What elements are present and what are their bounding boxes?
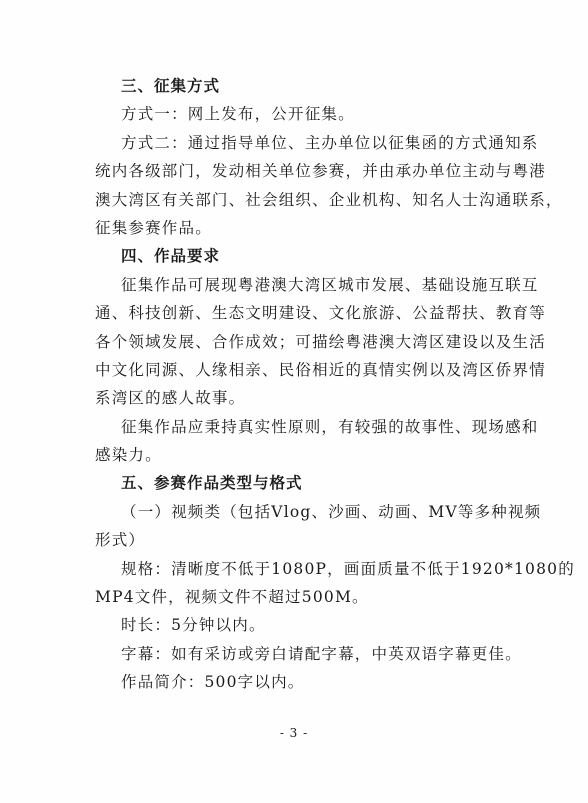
paragraph-line: 方式一：网上发布，公开征集。 <box>121 105 355 124</box>
paragraph-line: 中文化同源、人缘相亲、民俗相近的真情实例以及湾区侨界情 <box>95 360 546 379</box>
section-heading-work-requirements: 四、作品要求 <box>121 247 221 266</box>
page-number: - 3 - <box>279 726 309 740</box>
paragraph-line: 征集作品可展现粤港澳大湾区城市发展、基础设施互联互 <box>121 275 539 294</box>
paragraph-line: 作品简介：500字以内。 <box>121 673 305 692</box>
paragraph-line: 通、科技创新、生态文明建设、文化旅游、公益帮扶、教育等 <box>95 304 546 323</box>
paragraph-line: 统内各级部门，发动相关单位参赛，并由承办单位主动与粤港 <box>95 162 546 181</box>
paragraph-line: 各个领域发展、合作成效；可描绘粤港澳大湾区建设以及生活 <box>95 332 546 351</box>
document-body <box>95 72 575 697</box>
paragraph-line: MP4文件，视频文件不超过500M。 <box>95 588 369 607</box>
paragraph-line: 澳大湾区有关部门、社会组织、企业机构、知名人士沟通联系， <box>95 190 563 209</box>
paragraph-line: （一）视频类（包括Vlog、沙画、动画、MV等多种视频 <box>121 502 542 521</box>
paragraph-line: 字幕：如有采访或旁白请配字幕，中英双语字幕更佳。 <box>121 644 522 663</box>
paragraph-line: 时长：5分钟以内。 <box>121 616 266 635</box>
paragraph-line: 征集参赛作品。 <box>95 218 212 237</box>
paragraph-line: 形式） <box>95 531 146 550</box>
paragraph-line: 征集作品应秉持真实性原则，有较强的故事性、现场感和 <box>121 417 539 436</box>
paragraph-line: 感染力。 <box>95 446 162 465</box>
section-heading-collection-method: 三、征集方式 <box>121 77 221 95</box>
paragraph-line: 规格：清晰度不低于1080P，画面质量不低于1920*1080的 <box>121 559 575 578</box>
paragraph-line: 方式二：通过指导单位、主办单位以征集函的方式通知系 <box>121 133 539 152</box>
paragraph-line: 系湾区的感人故事。 <box>95 389 246 408</box>
section-heading-entry-types: 五、参赛作品类型与格式 <box>121 474 303 493</box>
